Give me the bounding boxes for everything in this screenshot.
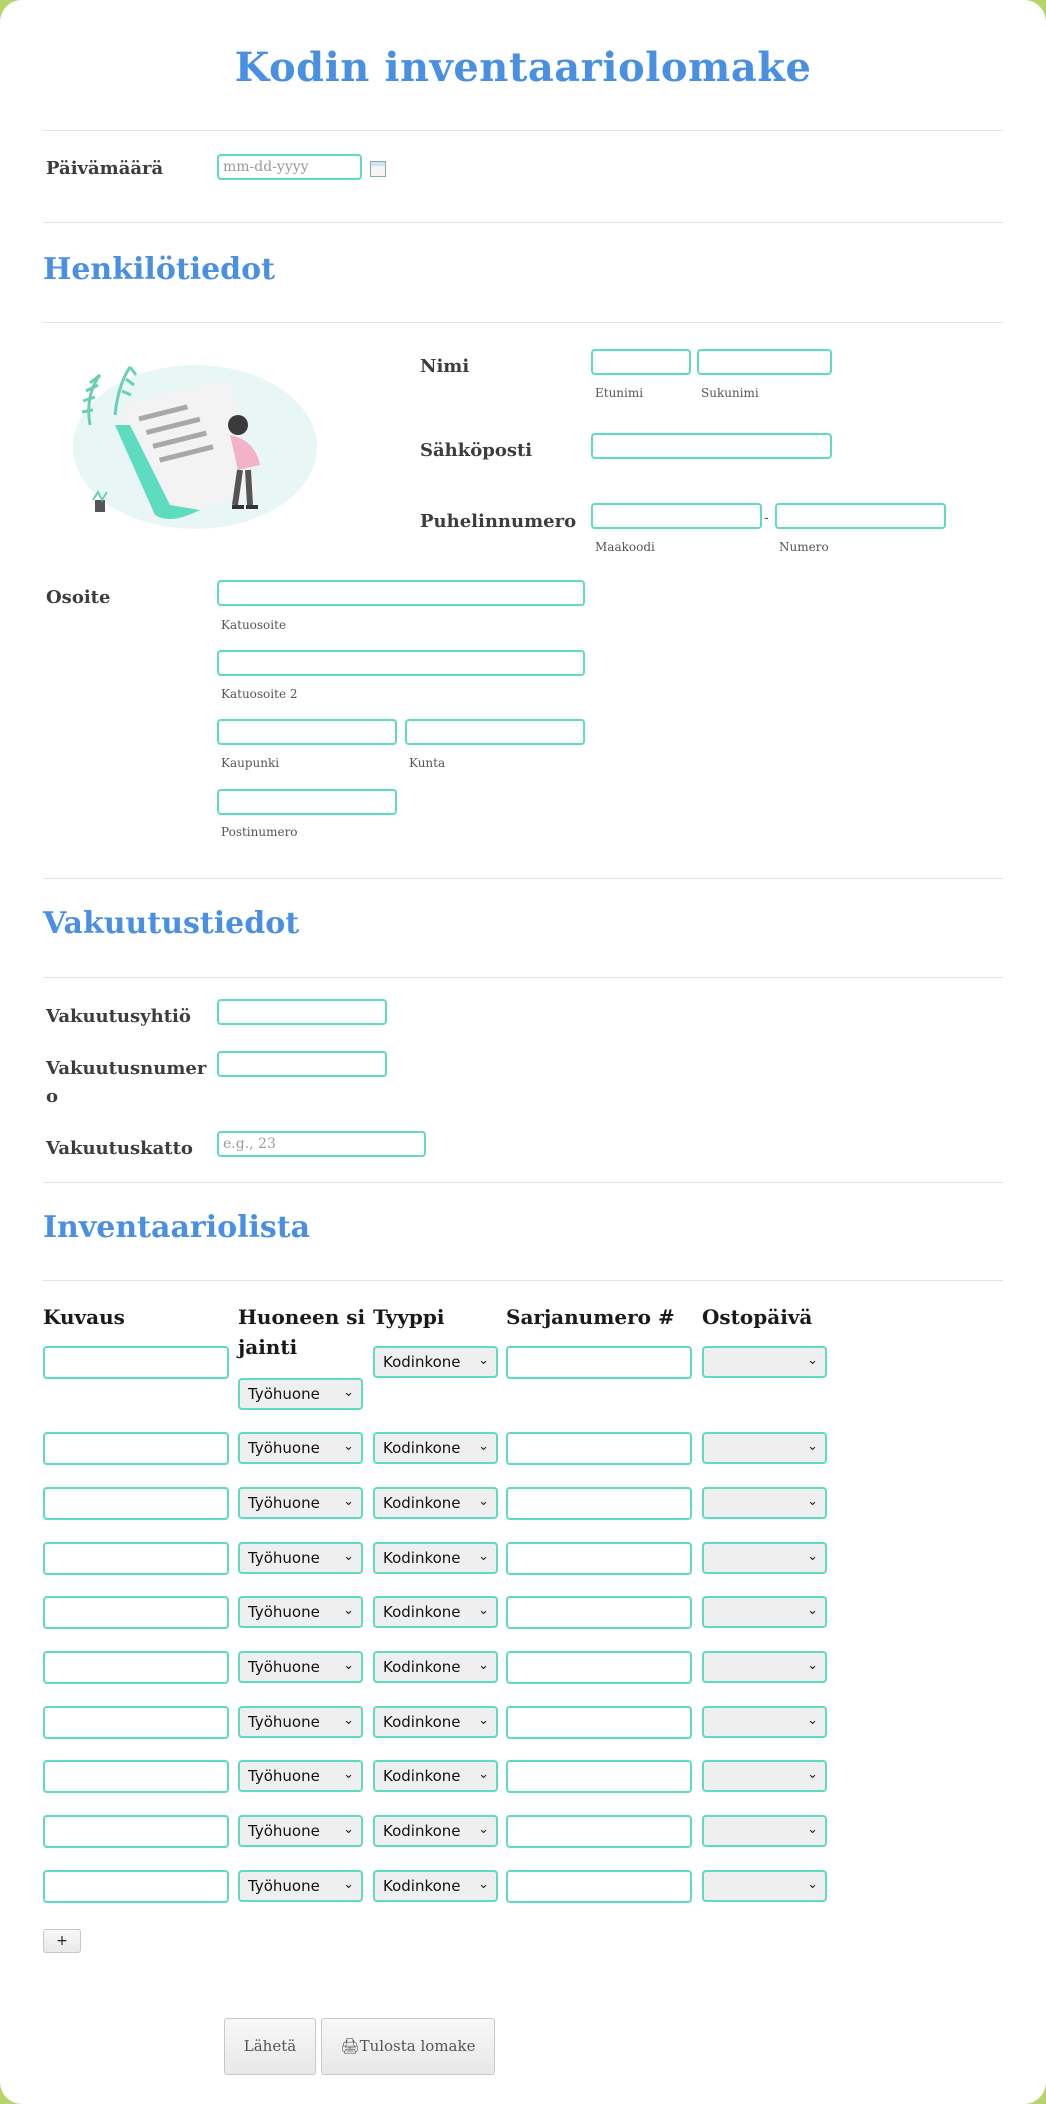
chevron-down-icon: ⌄ <box>807 1494 818 1509</box>
room-value: Työhuone <box>248 1877 320 1895</box>
date-label: Päivämäärä <box>46 158 164 179</box>
chevron-down-icon: ⌄ <box>343 1713 354 1728</box>
room-select[interactable] <box>238 1706 363 1738</box>
number-sublabel: Numero <box>779 540 829 554</box>
date-input[interactable]: mm-dd-yyyy <box>217 154 362 180</box>
print-button-label: Tulosta lomake <box>359 2037 476 2055</box>
chevron-down-icon: ⌄ <box>807 1549 818 1564</box>
phone-label: Puhelinnumero <box>420 511 577 532</box>
phone-separator: - <box>764 510 769 526</box>
room-select[interactable] <box>238 1651 363 1683</box>
description-input[interactable] <box>43 1432 229 1465</box>
description-input[interactable] <box>43 1815 229 1848</box>
serial-input[interactable] <box>506 1706 692 1739</box>
column-header-purchase-date: Ostopäivä <box>702 1305 813 1329</box>
print-button[interactable] <box>321 2018 495 2075</box>
chevron-down-icon: ⌄ <box>478 1549 489 1564</box>
section-heading-insurance: Vakuutustiedot <box>43 906 300 941</box>
type-value: Kodinkone <box>383 1877 461 1895</box>
coverage-label: Vakuutuskatto <box>46 1138 193 1159</box>
type-select[interactable] <box>373 1487 498 1519</box>
description-input[interactable] <box>43 1542 229 1575</box>
purchase-date-select[interactable] <box>702 1596 827 1628</box>
type-value: Kodinkone <box>383 1713 461 1731</box>
chevron-down-icon: ⌄ <box>478 1494 489 1509</box>
insurance-number-label: Vakuutusnumer <box>46 1058 207 1079</box>
description-input[interactable] <box>43 1346 229 1379</box>
type-value: Kodinkone <box>383 1822 461 1840</box>
column-header-serial: Sarjanumero # <box>506 1305 675 1329</box>
column-header-type: Tyyppi <box>373 1305 445 1329</box>
chevron-down-icon: ⌄ <box>343 1767 354 1782</box>
serial-input[interactable] <box>506 1596 692 1629</box>
description-input[interactable] <box>43 1760 229 1793</box>
chevron-down-icon: ⌄ <box>807 1353 818 1368</box>
name-label: Nimi <box>420 356 470 377</box>
insurance-company-label: Vakuutusyhtiö <box>46 1006 191 1027</box>
purchase-date-select[interactable] <box>702 1487 827 1519</box>
chevron-down-icon: ⌄ <box>807 1439 818 1454</box>
coverage-input[interactable]: e.g., 23 <box>217 1131 426 1157</box>
serial-input[interactable] <box>506 1542 692 1575</box>
type-value: Kodinkone <box>383 1494 461 1512</box>
description-input[interactable] <box>43 1706 229 1739</box>
chevron-down-icon: ⌄ <box>343 1603 354 1618</box>
insurance-number-label-wrap: o <box>46 1086 59 1107</box>
room-value: Työhuone <box>248 1603 320 1621</box>
type-value: Kodinkone <box>383 1549 461 1567</box>
add-row-button[interactable]: + <box>43 1929 81 1953</box>
form-title: Kodin inventaariolomake <box>234 44 812 91</box>
purchase-date-select[interactable] <box>702 1432 827 1464</box>
room-select[interactable] <box>238 1487 363 1519</box>
room-value: Työhuone <box>248 1713 320 1731</box>
postal-sublabel: Postinumero <box>221 825 298 839</box>
area-code-sublabel: Maakoodi <box>595 540 655 554</box>
chevron-down-icon: ⌄ <box>343 1494 354 1509</box>
purchase-date-select[interactable] <box>702 1706 827 1738</box>
municipality-sublabel: Kunta <box>409 756 446 770</box>
chevron-down-icon: ⌄ <box>478 1877 489 1892</box>
first-name-sublabel: Etunimi <box>595 386 644 400</box>
address-label: Osoite <box>46 587 111 608</box>
purchase-date-select[interactable] <box>702 1870 827 1902</box>
chevron-down-icon: ⌄ <box>807 1822 818 1837</box>
room-value: Työhuone <box>248 1385 320 1403</box>
serial-input[interactable] <box>506 1815 692 1848</box>
type-select[interactable] <box>373 1815 498 1847</box>
chevron-down-icon: ⌄ <box>343 1439 354 1454</box>
serial-input[interactable] <box>506 1487 692 1520</box>
chevron-down-icon: ⌄ <box>343 1877 354 1892</box>
type-select[interactable] <box>373 1870 498 1902</box>
type-value: Kodinkone <box>383 1658 461 1676</box>
serial-input[interactable] <box>506 1346 692 1379</box>
room-value: Työhuone <box>248 1494 320 1512</box>
section-heading-inventory: Inventaariolista <box>43 1210 311 1245</box>
column-header-description: Kuvaus <box>43 1305 125 1329</box>
type-value: Kodinkone <box>383 1603 461 1621</box>
email-label: Sähköposti <box>420 440 533 461</box>
column-header-room-wrap: jainti <box>238 1335 298 1359</box>
type-select[interactable] <box>373 1651 498 1683</box>
serial-input[interactable] <box>506 1870 692 1903</box>
type-select[interactable] <box>373 1760 498 1792</box>
chevron-down-icon: ⌄ <box>807 1767 818 1782</box>
type-select[interactable] <box>373 1346 498 1378</box>
chevron-down-icon: ⌄ <box>343 1385 354 1400</box>
room-select[interactable] <box>238 1378 363 1410</box>
room-select[interactable] <box>238 1596 363 1628</box>
type-value: Kodinkone <box>383 1439 461 1457</box>
chevron-down-icon: ⌄ <box>343 1822 354 1837</box>
purchase-date-select[interactable] <box>702 1651 827 1683</box>
last-name-sublabel: Sukunimi <box>701 386 759 400</box>
chevron-down-icon: ⌄ <box>478 1767 489 1782</box>
submit-button[interactable]: Lähetä <box>224 2018 316 2075</box>
phone-number-input[interactable] <box>775 503 946 529</box>
chevron-down-icon: ⌄ <box>478 1658 489 1673</box>
chevron-down-icon: ⌄ <box>807 1713 818 1728</box>
room-value: Työhuone <box>248 1439 320 1457</box>
type-value: Kodinkone <box>383 1767 461 1785</box>
room-select[interactable] <box>238 1815 363 1847</box>
column-header-room: Huoneen si <box>238 1305 366 1329</box>
section-heading-personal: Henkilötiedot <box>43 252 276 287</box>
purchase-date-select[interactable] <box>702 1815 827 1847</box>
serial-input[interactable] <box>506 1432 692 1465</box>
chevron-down-icon: ⌄ <box>478 1822 489 1837</box>
chevron-down-icon: ⌄ <box>807 1877 818 1892</box>
city-sublabel: Kaupunki <box>221 756 280 770</box>
purchase-date-select[interactable] <box>702 1760 827 1792</box>
description-input[interactable] <box>43 1487 229 1520</box>
serial-input[interactable] <box>506 1651 692 1684</box>
type-select[interactable] <box>373 1596 498 1628</box>
description-input[interactable] <box>43 1870 229 1903</box>
chevron-down-icon: ⌄ <box>478 1353 489 1368</box>
chevron-down-icon: ⌄ <box>478 1713 489 1728</box>
room-select[interactable] <box>238 1870 363 1902</box>
description-input[interactable] <box>43 1596 229 1629</box>
chevron-down-icon: ⌄ <box>807 1658 818 1673</box>
printer-icon: 🖨 <box>340 2037 360 2055</box>
type-select[interactable] <box>373 1706 498 1738</box>
description-input[interactable] <box>43 1651 229 1684</box>
purchase-date-select[interactable] <box>702 1542 827 1574</box>
serial-input[interactable] <box>506 1760 692 1793</box>
chevron-down-icon: ⌄ <box>343 1549 354 1564</box>
street2-sublabel: Katuosoite 2 <box>221 687 298 701</box>
chevron-down-icon: ⌄ <box>478 1603 489 1618</box>
room-value: Työhuone <box>248 1767 320 1785</box>
room-select[interactable] <box>238 1760 363 1792</box>
type-value: Kodinkone <box>383 1353 461 1371</box>
type-select[interactable] <box>373 1542 498 1574</box>
room-value: Työhuone <box>248 1822 320 1840</box>
room-select[interactable] <box>238 1432 363 1464</box>
purchase-date-select[interactable] <box>702 1346 827 1378</box>
chevron-down-icon: ⌄ <box>478 1439 489 1454</box>
street-sublabel: Katuosoite <box>221 618 287 632</box>
chevron-down-icon: ⌄ <box>807 1603 818 1618</box>
room-value: Työhuone <box>248 1658 320 1676</box>
type-select[interactable] <box>373 1432 498 1464</box>
room-value: Työhuone <box>248 1549 320 1567</box>
chevron-down-icon: ⌄ <box>343 1658 354 1673</box>
room-select[interactable] <box>238 1542 363 1574</box>
